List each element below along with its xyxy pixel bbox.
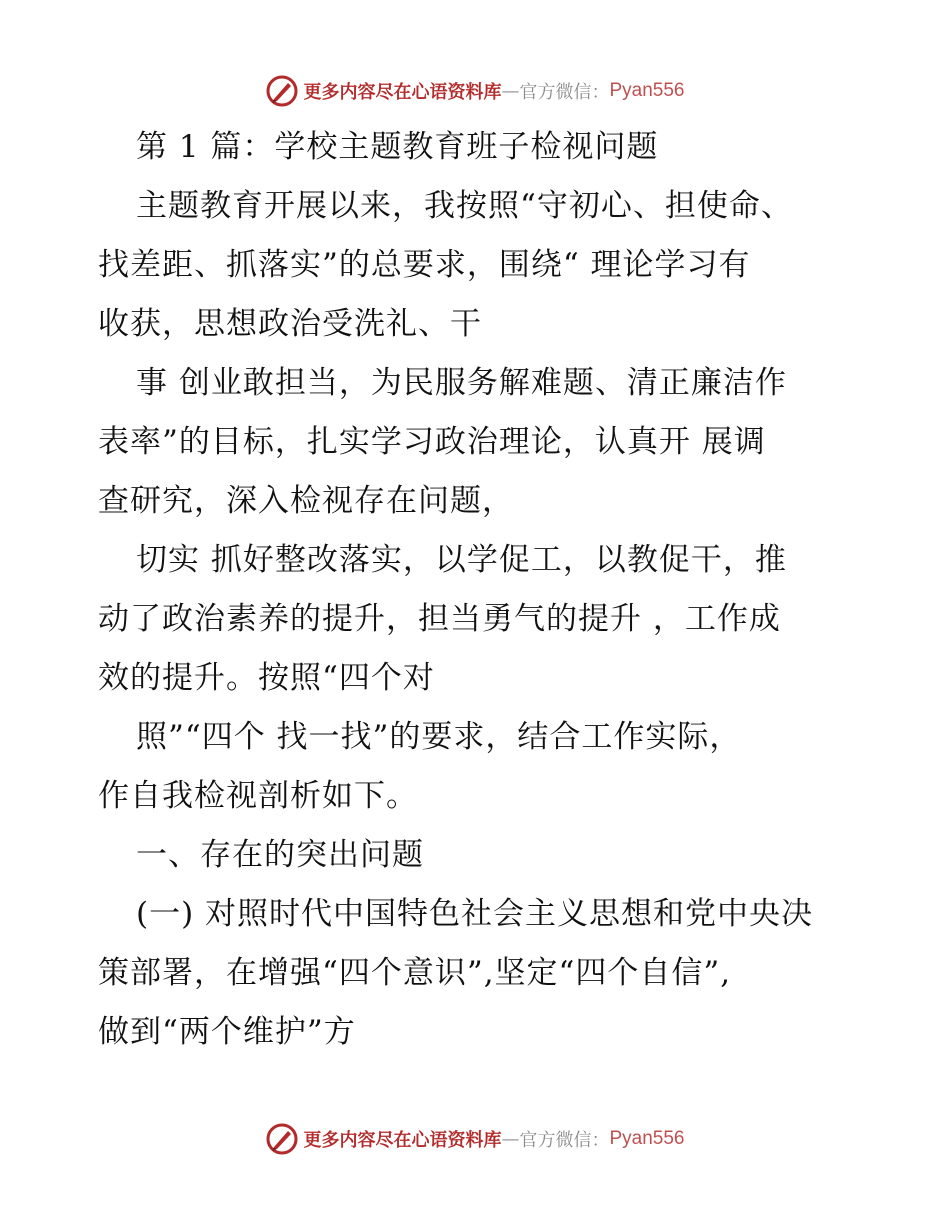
body-line: 照”“四个 找一找”的要求，结合工作实际， — [136, 719, 742, 755]
body-line: 作自我检视剖析如下。 — [98, 778, 418, 814]
footer-watermark — [0, 1119, 950, 1159]
doc-title: 第 1 篇：学校主题教育班子检视问题 — [136, 129, 659, 165]
body-line: 收获，思想政治受洗礼、干 — [98, 306, 482, 342]
body-line: 效的提升。按照“四个对 — [98, 660, 435, 696]
header-wechat-id: Pyan556 — [609, 80, 685, 101]
footer-site-name: 更多内容尽在心语资料库 — [303, 1130, 502, 1151]
document-body — [98, 118, 858, 1062]
body-line: 动了政治素养的提升，担当勇气的提升 ，工作成 — [98, 601, 781, 637]
body-line: 查研究，深入检视存在问题， — [98, 483, 514, 519]
subsection-heading: (一) 对照时代中国特色社会主义思想和党中央决 — [136, 896, 814, 932]
body-line: 策部署，在增强“四个意识”,坚定“四个自信”, — [98, 955, 732, 991]
pen-logo-icon — [265, 74, 299, 108]
footer-separator: — — [501, 1128, 520, 1150]
body-line: 表率”的目标，扎实学习政治理论，认真开 展调 — [98, 424, 766, 460]
pen-logo-icon — [265, 1122, 299, 1156]
body-line: 主题教育开展以来，我按照“守初心、担使命、 — [136, 188, 793, 224]
body-line: 事 创业敢担当，为民服务解难题、清正廉洁作 — [136, 365, 787, 401]
header-wechat-label: 官方微信： — [519, 82, 610, 103]
header-watermark — [0, 71, 950, 111]
body-line: 切实 抓好整改落实，以学促工，以教促干，推 — [136, 542, 787, 578]
header-site-name: 更多内容尽在心语资料库 — [303, 82, 502, 103]
section-heading: 一、存在的突出问题 — [136, 837, 424, 873]
footer-wechat-label: 官方微信： — [519, 1130, 610, 1151]
header-separator: — — [501, 80, 520, 102]
body-line: 找差距、抓落实”的总要求，围绕“ 理论学习有 — [98, 247, 751, 283]
body-line: 做到“两个维护”方 — [98, 1014, 356, 1050]
footer-wechat-id: Pyan556 — [609, 1128, 685, 1149]
